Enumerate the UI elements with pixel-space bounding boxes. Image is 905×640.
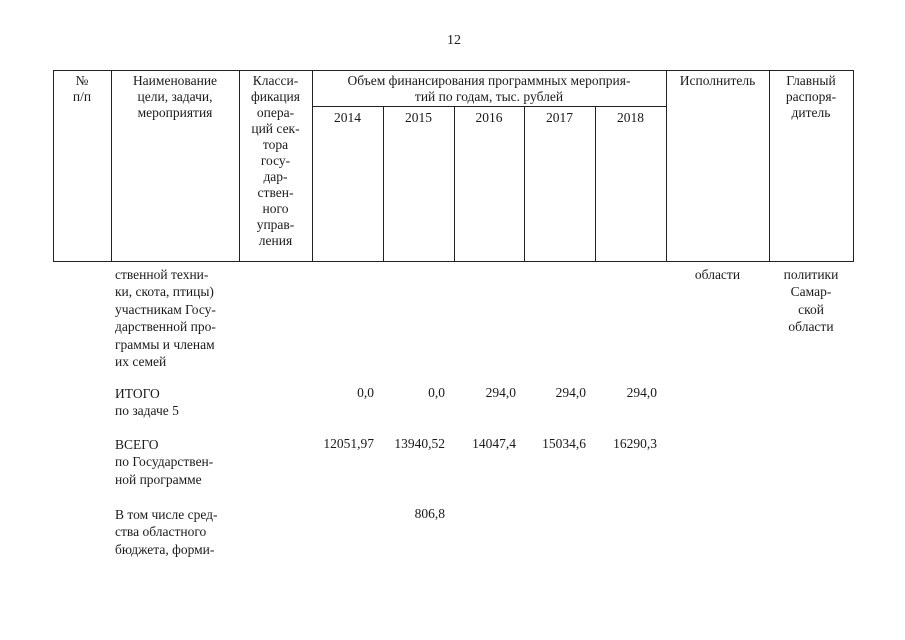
header-executor: Исполнитель <box>679 73 756 88</box>
total-task5-2015: 0,0 <box>428 385 445 400</box>
header-funding: Объем финансирования программных мероприя- тий по годам, тыс. рублей <box>347 73 631 104</box>
page-number: 12 <box>447 33 461 48</box>
grand-total-label: ВСЕГО по Государствен- ной программе <box>115 437 214 487</box>
header-year-2015: 2015 <box>405 110 432 125</box>
table-header <box>53 70 853 262</box>
total-task5-2018: 294,0 <box>626 385 657 400</box>
header-year-2018: 2018 <box>617 110 644 125</box>
including-2015: 806,8 <box>414 506 445 521</box>
grand-total-2018: 16290,3 <box>613 436 657 451</box>
total-task5-2016: 294,0 <box>485 385 516 400</box>
header-name: Наименование цели, задачи, мероприятия <box>132 73 218 120</box>
continuation-executor: области <box>694 267 741 282</box>
total-task5-2014: 0,0 <box>357 385 374 400</box>
continuation-manager: политики Самар- ской области <box>783 267 839 335</box>
grand-total-2017: 15034,6 <box>542 436 586 451</box>
continuation-name: ственной техни- ки, скота, птицы) участникам Госу- дарственной про- граммы и членам их семей <box>115 267 216 370</box>
header-year-2016: 2016 <box>475 110 503 125</box>
total-task5-label: ИТОГО по задаче 5 <box>115 386 179 419</box>
header-number: № п/п <box>72 73 92 104</box>
grand-total-2015: 13940,52 <box>394 436 445 451</box>
header-year-2017: 2017 <box>546 110 573 125</box>
header-manager: Главный распоря- дитель <box>785 73 837 120</box>
grand-total-2016: 14047,4 <box>472 436 516 451</box>
total-task5-2017: 294,0 <box>555 385 586 400</box>
header-year-2014: 2014 <box>334 110 361 125</box>
grand-total-2014: 12051,97 <box>323 436 374 451</box>
including-label: В том числе сред- ства областного бюджета, форми- <box>115 507 218 557</box>
header-classification: Класси- фикация опера- ций сек- тора госу- дар- ствен- ного управ- ления <box>251 73 300 248</box>
